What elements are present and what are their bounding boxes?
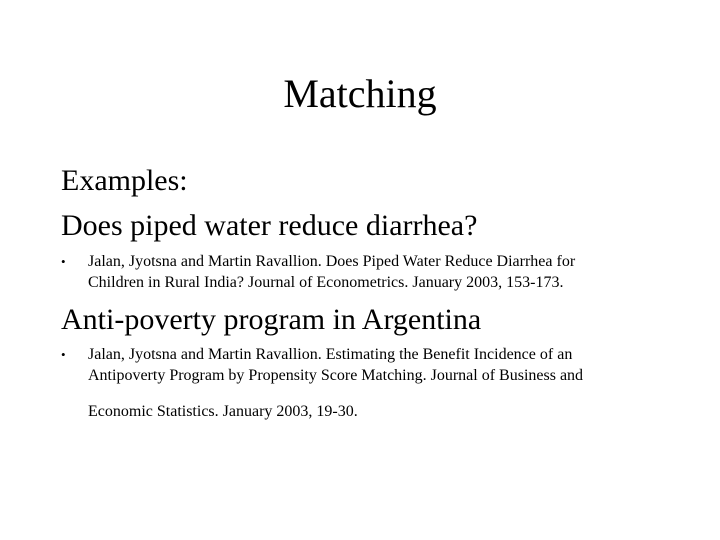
section-heading-anti-poverty: Anti-poverty program in Argentina	[61, 303, 482, 336]
reference-line: Antipoverty Program by Propensity Score Matching. Journal of Business and	[88, 367, 584, 384]
reference-text	[88, 251, 668, 293]
reference-line: Children in Rural India? Journal of Econometrics. January 2003, 153-173.	[88, 274, 564, 291]
reference-line: Jalan, Jyotsna and Martin Ravallion. Estimating the Benefit Incidence of an	[88, 346, 573, 363]
bullet-item-anti-poverty-reference	[61, 344, 681, 424]
reference-line: Jalan, Jyotsna and Martin Ravallion. Does Piped Water Reduce Diarrhea for	[88, 253, 576, 270]
reference-line: Economic Statistics. January 2003, 19-30.	[88, 403, 358, 420]
section-heading-piped-water: Does piped water reduce diarrhea?	[61, 209, 478, 242]
bullet-icon: •	[61, 347, 66, 362]
examples-heading: Examples:	[61, 164, 188, 197]
slide-title: Matching	[283, 71, 437, 116]
bullet-item-piped-water-reference	[61, 251, 681, 295]
bullet-icon: •	[61, 254, 66, 269]
